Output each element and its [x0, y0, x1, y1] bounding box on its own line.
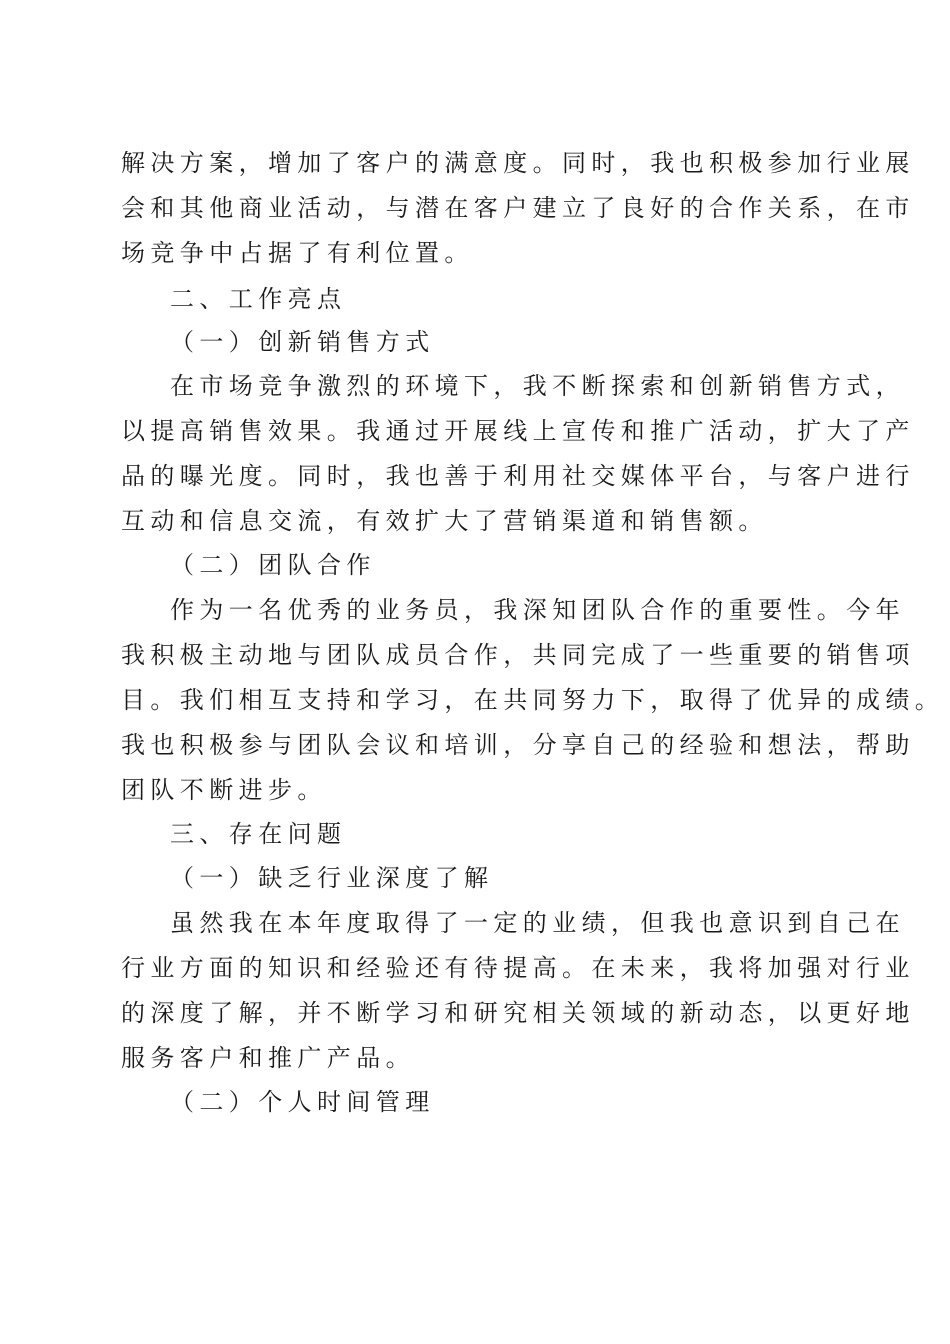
paragraph-line: 品的曝光度。同时，我也善于利用社交媒体平台，与客户进行	[121, 462, 915, 490]
section-heading: 三、存在问题	[170, 820, 347, 848]
subsection-heading: （一）创新销售方式	[170, 328, 435, 356]
paragraph-line: 服务客户和推广产品。	[121, 1044, 415, 1072]
subsection-heading: （二）个人时间管理	[170, 1088, 435, 1116]
paragraph-line: 场竞争中占据了有利位置。	[121, 239, 474, 267]
paragraph-line: 互动和信息交流，有效扩大了营销渠道和销售额。	[121, 507, 768, 535]
subsection-heading: （二）团队合作	[170, 551, 376, 579]
paragraph-line: 在市场竞争激烈的环境下，我不断探索和创新销售方式，	[170, 372, 905, 400]
paragraph-line: 会和其他商业活动，与潜在客户建立了良好的合作关系，在市	[121, 194, 915, 222]
paragraph-line: 的深度了解，并不断学习和研究相关领域的新动态，以更好地	[121, 999, 915, 1027]
paragraph-line: 行业方面的知识和经验还有待提高。在未来，我将加强对行业	[121, 954, 915, 982]
subsection-heading: （一）缺乏行业深度了解	[170, 864, 494, 892]
section-heading: 二、工作亮点	[170, 285, 347, 313]
paragraph-line: 团队不断进步。	[121, 776, 327, 804]
paragraph-line: 我也积极参与团队会议和培训，分享自己的经验和想法，帮助	[121, 731, 915, 759]
paragraph-line: 解决方案，增加了客户的满意度。同时，我也积极参加行业展	[121, 149, 915, 177]
paragraph-line: 我积极主动地与团队成员合作，共同完成了一些重要的销售项	[121, 641, 915, 669]
paragraph-line: 作为一名优秀的业务员，我深知团队合作的重要性。今年	[170, 596, 905, 624]
paragraph-line: 虽然我在本年度取得了一定的业绩，但我也意识到自己在	[170, 909, 905, 937]
paragraph-line: 目。我们相互支持和学习，在共同努力下，取得了优异的成绩。	[121, 686, 945, 714]
paragraph-line: 以提高销售效果。我通过开展线上宣传和推广活动，扩大了产	[121, 417, 915, 445]
